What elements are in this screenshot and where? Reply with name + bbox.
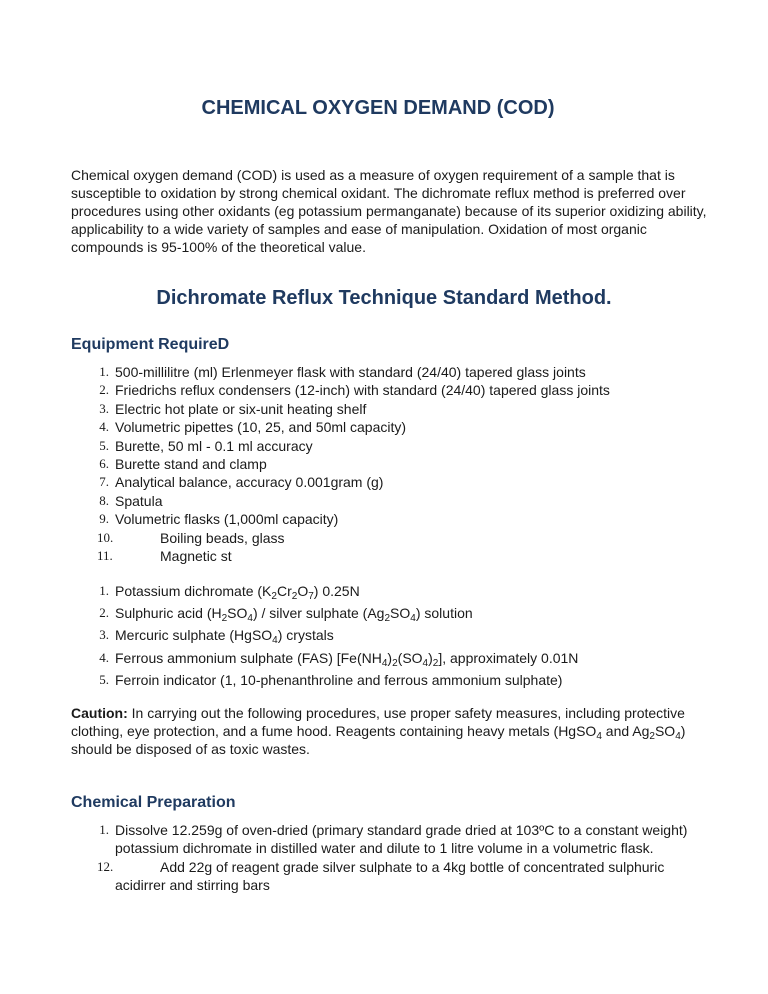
item-text: Electric hot plate or six-unit heating shelf (115, 400, 367, 417)
list-item (0, 529, 610, 547)
item-number: 5. (99, 671, 109, 687)
item-number: 3. (99, 627, 109, 643)
item-text: Potassium dichromate $(K_2Cr_2O_7)$ 0.25N (115, 583, 360, 602)
intro-paragraph: Chemical oxygen demand (COD) is used as a measure of oxygen requirement of a sample that is susceptible to oxidation by strong chemical oxidant. The dichromate reflux method is preferred over procedures using other oxidants (eg potassium permanganate) because of its superior oxidizing ability, applicability to a wide variety of samples and ease of manipulation. Oxidation of most organic compounds is 95-100% of the theoretical value. (71, 167, 707, 255)
list-item (0, 547, 610, 565)
list-item (0, 437, 610, 455)
item-number: 1. (99, 822, 109, 837)
reagents-list (0, 580, 578, 691)
item-number: 9. (99, 511, 109, 527)
item-text: Volumetric pipettes (10, 25, and 50ml capacity) (115, 419, 407, 436)
list-item (0, 580, 578, 602)
item-text: Spatula (115, 492, 163, 509)
preparation-heading: Chemical Preparation (71, 794, 236, 811)
caution-label: Caution: (71, 705, 128, 721)
item-text: Analytical balance, accuracy 0.001gram (g) (115, 474, 384, 491)
item-text: Ferroin indicator (1, 10-phenanthroline and ferrous ammonium sulphate) (115, 671, 563, 688)
list-item (0, 363, 610, 381)
item-number: 4. (99, 649, 109, 665)
item-text: Burette stand and clamp (115, 456, 267, 473)
item-text: Add 22g of reagent grade silver sulphate to a 4kg bottle of concentrated sulphuric acidirrer and stirring bars (115, 858, 665, 894)
method-title: Dichromate Reflux Technique Standard Method. (156, 287, 612, 309)
list-item (0, 510, 610, 528)
item-text: Boiling beads, glass (160, 529, 285, 546)
list-item (0, 400, 610, 418)
item-number: 11. (97, 548, 113, 564)
list-item (0, 624, 578, 646)
item-number: 1. (99, 583, 109, 598)
list-item (0, 647, 578, 669)
item-number: 8. (99, 492, 109, 508)
list-item (0, 492, 610, 510)
item-number: 12. (97, 858, 114, 874)
item-number: 2. (99, 605, 109, 621)
list-item (0, 669, 578, 691)
item-number: 2. (99, 382, 109, 398)
item-number: 7. (99, 474, 109, 490)
list-item (0, 381, 610, 399)
item-text: Burette, 50 ml - 0.1 ml accuracy (115, 437, 313, 454)
item-text: Sulphuric acid $(H_2SO_4)$ / silver sulphate $(Ag_2SO_4)$ solution (115, 605, 473, 625)
item-number: 6. (99, 456, 109, 472)
list-item (0, 858, 705, 895)
item-text: Volumetric flasks (1,000ml capacity) (115, 511, 339, 528)
preparation-list (0, 821, 705, 895)
caution-paragraph: Caution: In carrying out the following procedures, use proper safety measures, including protective clothing, eye protection, and a fume hood. Reagents containing heavy metals (HgSO$_4$ and $Ag_2SO_4$) should be disposed of as toxic wastes. (71, 705, 686, 757)
item-text: Magnetic st (160, 548, 232, 565)
item-number: 3. (99, 400, 109, 416)
document-title: CHEMICAL OXYGEN DEMAND (COD) (201, 97, 555, 119)
equipment-heading: Equipment RequireD (71, 336, 230, 353)
list-item (0, 418, 610, 436)
item-text: Dissolve 12.259g of oven-dried (primary standard grade dried at 103ºC to a constant weight) potassium dichromate in distilled water and dilute to 1 litre volume in a volumetric flask. (115, 822, 688, 857)
item-text: Mercuric sulphate (HgSO$_4$) crystals (115, 627, 334, 647)
item-number: 1. (99, 364, 109, 379)
equipment-list (0, 363, 610, 565)
list-item (0, 602, 578, 624)
item-text: Ferrous ammonium sulphate (FAS) $[Fe(NH_4)_2(SO_4)_2]$, approximately 0.01N (115, 649, 579, 669)
item-text: Friedrichs reflux condensers (12-inch) with standard (24/40) tapered glass joints (115, 382, 610, 399)
item-number: 5. (99, 437, 109, 453)
list-item (0, 473, 610, 491)
item-number: 4. (99, 419, 109, 435)
item-text: 500-millilitre (ml) Erlenmeyer flask with standard (24/40) tapered glass joints (115, 364, 586, 380)
list-item (0, 455, 610, 473)
item-number: 10. (97, 529, 114, 545)
list-item (0, 821, 705, 858)
